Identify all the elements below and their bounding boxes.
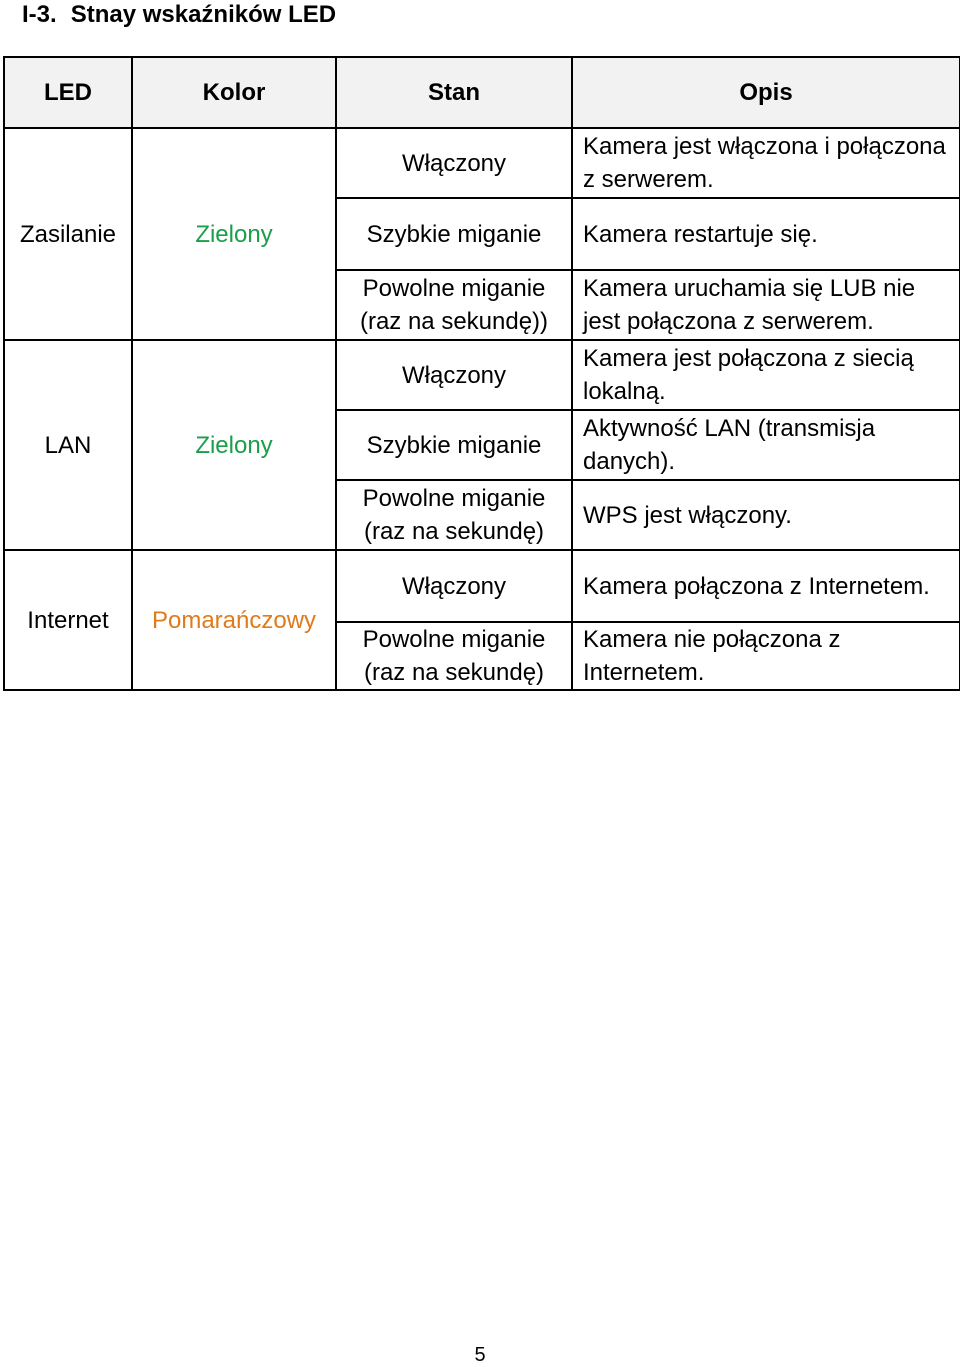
- header-led: LED: [4, 57, 132, 128]
- header-kolor: Kolor: [132, 57, 336, 128]
- led-lan: LAN: [4, 340, 132, 550]
- led-internet: Internet: [4, 550, 132, 690]
- state-cell: Szybkie miganie: [336, 198, 572, 270]
- table-row: [4, 128, 960, 198]
- table-row: [4, 550, 960, 622]
- color-lan: Zielony: [132, 340, 336, 550]
- description-cell: Kamera jest połączona z siecią lokalną.: [572, 340, 960, 410]
- state-cell: Włączony: [336, 128, 572, 198]
- led-status-table: [3, 56, 960, 691]
- page-number: 5: [474, 1344, 486, 1366]
- header-stan: Stan: [336, 57, 572, 128]
- color-zasilanie: Zielony: [132, 128, 336, 340]
- state-cell: Szybkie miganie: [336, 410, 572, 480]
- color-internet: Pomarańczowy: [132, 550, 336, 690]
- section-number: I-3.: [22, 1, 57, 28]
- description-cell: Kamera połączona z Internetem.: [572, 550, 960, 622]
- table-row: [4, 340, 960, 410]
- led-zasilanie: Zasilanie: [4, 128, 132, 340]
- section-heading: [22, 0, 336, 30]
- section-title: Stnay wskaźników LED: [70, 1, 337, 28]
- description-cell: Kamera nie połączona z Internetem.: [572, 622, 960, 690]
- state-cell: Włączony: [336, 550, 572, 622]
- header-opis: Opis: [572, 57, 960, 128]
- state-cell: Włączony: [336, 340, 572, 410]
- description-cell: WPS jest włączony.: [572, 480, 960, 550]
- state-cell: Powolne miganie (raz na sekundę)): [336, 270, 572, 340]
- description-cell: Aktywność LAN (transmisja danych).: [572, 410, 960, 480]
- state-cell: Powolne miganie (raz na sekundę): [336, 480, 572, 550]
- description-cell: Kamera uruchamia się LUB nie jest połączona z serwerem.: [572, 270, 960, 340]
- table-header-row: [4, 57, 960, 128]
- description-cell: Kamera restartuje się.: [572, 198, 960, 270]
- description-cell: Kamera jest włączona i połączona z serwerem.: [572, 128, 960, 198]
- state-cell: Powolne miganie (raz na sekundę): [336, 622, 572, 690]
